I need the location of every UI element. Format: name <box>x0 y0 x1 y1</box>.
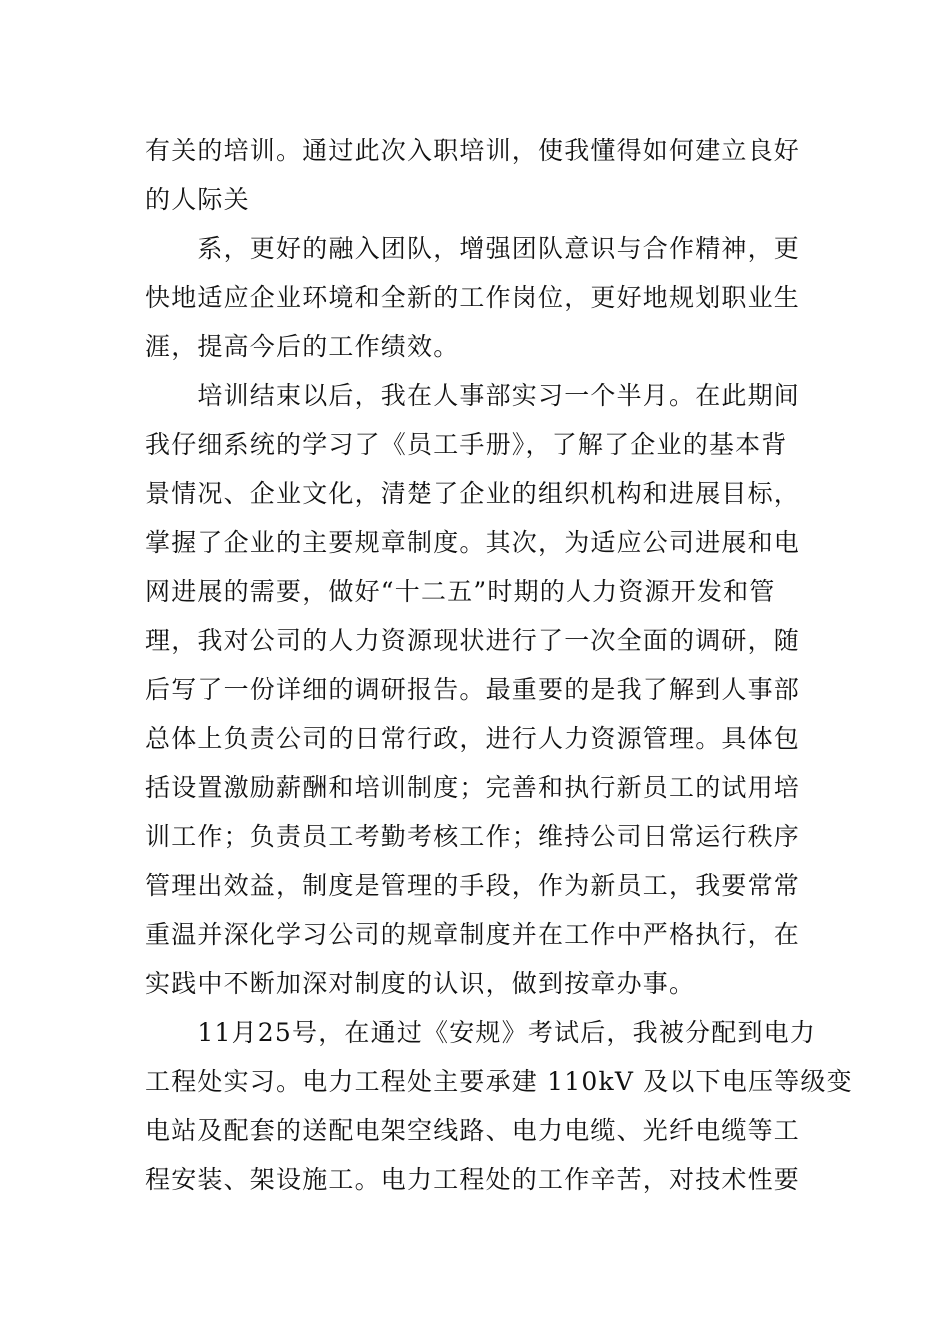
text-line-21: 电站及配套的送配电架空线路、电力电缆、光纤电缆等工 <box>145 1116 801 1145</box>
text-line-14: 括设置激励薪酬和培训制度；完善和执行新员工的试用培 <box>145 773 801 802</box>
text-line-19: 11月25号，在通过《安规》考试后，我被分配到电力 <box>145 1018 817 1047</box>
text-line-16: 管理出效益，制度是管理的手段，作为新员工，我要常常 <box>145 871 801 900</box>
text-line-13: 总体上负责公司的日常行政，进行人力资源管理。具体包 <box>145 724 801 753</box>
text-line-7: 我仔细系统的学习了《员工手册》，了解了企业的基本背 <box>145 430 788 459</box>
text-line-1: 有关的培训。通过此次入职培训，使我懂得如何建立良好 <box>145 136 801 165</box>
text-line-5: 涯，提高今后的工作绩效。 <box>145 332 460 361</box>
text-line-4: 快地适应企业环境和全新的工作岗位，更好地规划职业生 <box>145 283 801 312</box>
text-line-9: 掌握了企业的主要规章制度。其次，为适应公司进展和电 <box>145 528 801 557</box>
text-line-3: 系，更好的融入团队，增强团队意识与合作精神，更 <box>145 234 801 263</box>
text-line-6: 培训结束以后，我在人事部实习一个半月。在此期间 <box>145 381 801 410</box>
text-line-15: 训工作；负责员工考勤考核工作；维持公司日常运行秩序 <box>145 822 801 851</box>
text-line-17: 重温并深化学习公司的规章制度并在工作中严格执行，在 <box>145 920 801 949</box>
body-text <box>145 126 853 1204</box>
text-line-20: 工程处实习。电力工程处主要承建 110kV 及以下电压等级变 <box>145 1067 853 1096</box>
text-line-11: 理，我对公司的人力资源现状进行了一次全面的调研，随 <box>145 626 801 655</box>
text-line-2: 的人际关 <box>145 185 250 214</box>
text-line-10: 网进展的需要，做好“十二五”时期的人力资源开发和管 <box>145 577 776 606</box>
text-line-22: 程安装、架设施工。电力工程处的工作辛苦，对技术性要 <box>145 1165 801 1194</box>
text-line-12: 后写了一份详细的调研报告。最重要的是我了解到人事部 <box>145 675 801 704</box>
text-line-8: 景情况、企业文化，清楚了企业的组织机构和进展目标， <box>145 479 801 508</box>
text-line-18: 实践中不断加深对制度的认识，做到按章办事。 <box>145 969 696 998</box>
